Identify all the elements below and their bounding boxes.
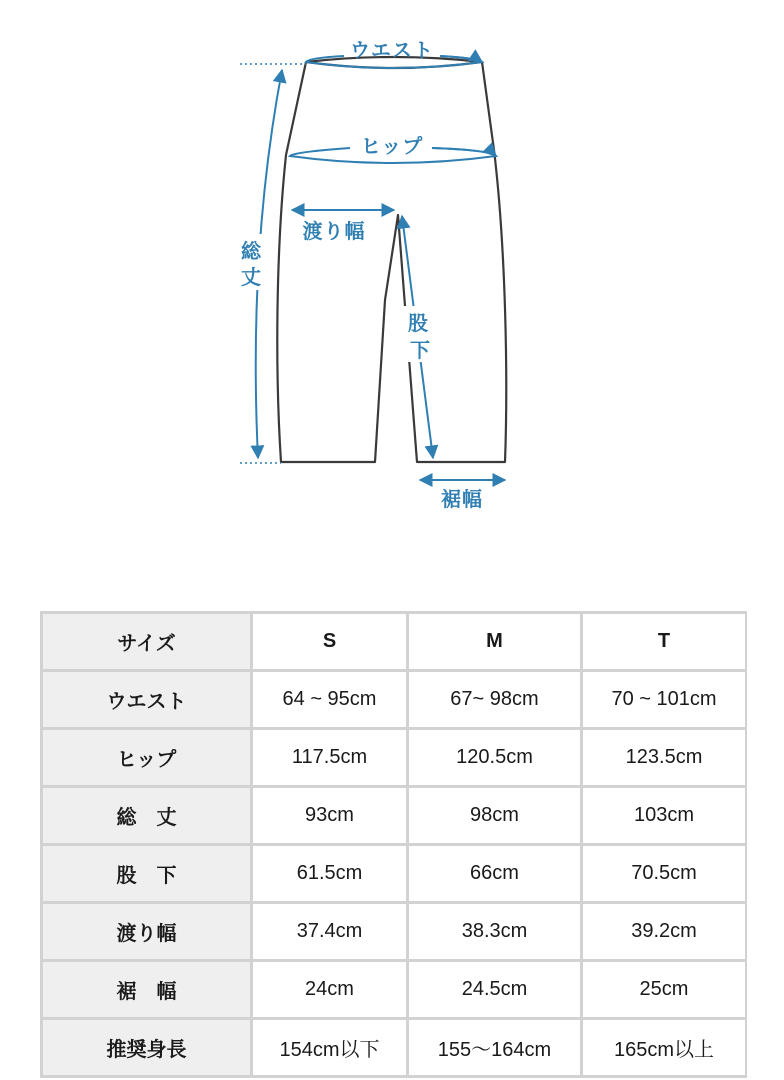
row-label: 裾 幅 bbox=[43, 962, 253, 1020]
table-cell: 39.2cm bbox=[583, 904, 745, 962]
table-cell: 120.5cm bbox=[409, 730, 583, 788]
row-label: 推奨身長 bbox=[43, 1020, 253, 1075]
hem-width-label: 裾幅 bbox=[441, 487, 483, 511]
inseam-measure bbox=[402, 216, 434, 458]
table-row-inseam bbox=[43, 846, 745, 904]
total-length-label-1: 総 bbox=[241, 239, 261, 263]
row-label: 渡り幅 bbox=[43, 904, 253, 962]
size-t-header: T bbox=[583, 614, 745, 672]
table-cell: 123.5cm bbox=[583, 730, 745, 788]
total-length-measure bbox=[238, 70, 282, 458]
total-length-label-2: 丈 bbox=[241, 265, 261, 289]
table-cell: 38.3cm bbox=[409, 904, 583, 962]
table-cell: 165cm以上 bbox=[613, 1039, 715, 1061]
table-cell: 25cm bbox=[583, 962, 745, 1020]
size-chart-table bbox=[40, 611, 747, 1078]
hem-width-measure bbox=[420, 480, 505, 511]
row-label: 股 下 bbox=[43, 846, 253, 904]
size-header-label: サイズ bbox=[43, 614, 253, 672]
table-header-row bbox=[43, 614, 745, 672]
waist-measure bbox=[306, 38, 482, 68]
table-cell: 61.5cm bbox=[253, 846, 409, 904]
table-row-hip bbox=[43, 730, 745, 788]
table-row-thigh-width bbox=[43, 904, 745, 962]
table-cell: 154cm以下 bbox=[253, 1020, 409, 1075]
table-cell: 37.4cm bbox=[253, 904, 409, 962]
table-cell: 24.5cm bbox=[409, 962, 583, 1020]
table-row-recommended-height bbox=[43, 1020, 745, 1075]
pants-outline bbox=[277, 57, 506, 462]
inseam-label-1: 股 bbox=[408, 311, 428, 335]
table-row-hem-width bbox=[43, 962, 745, 1020]
row-label: ヒップ bbox=[43, 730, 253, 788]
table-cell: 93cm bbox=[253, 788, 409, 846]
table-cell: 66cm bbox=[409, 846, 583, 904]
table-cell: 70 ~ 101cm bbox=[583, 672, 745, 730]
inseam-label-2: 下 bbox=[410, 338, 430, 362]
table-cell: 24cm bbox=[253, 962, 409, 1020]
size-s-header: S bbox=[253, 614, 409, 672]
table-cell: 155〜164cm bbox=[409, 1020, 583, 1075]
hip-label: ヒップ bbox=[360, 134, 424, 158]
table-row-total-length bbox=[43, 788, 745, 846]
row-label: ウエスト bbox=[43, 672, 253, 730]
table-cell: 98cm bbox=[409, 788, 583, 846]
size-m-header: M bbox=[409, 614, 583, 672]
table-cell: 117.5cm bbox=[253, 730, 409, 788]
hip-measure bbox=[290, 134, 496, 163]
table-row-waist bbox=[43, 672, 745, 730]
row-label: 総 丈 bbox=[43, 788, 253, 846]
table-cell: 64 ~ 95cm bbox=[253, 672, 409, 730]
thigh-width-label: 渡り幅 bbox=[302, 219, 366, 243]
table-cell: 103cm bbox=[583, 788, 745, 846]
table-cell: 67~ 98cm bbox=[409, 672, 583, 730]
waist-label: ウエスト bbox=[350, 38, 434, 62]
table-cell: 70.5cm bbox=[583, 846, 745, 904]
thigh-width-measure bbox=[292, 210, 394, 243]
